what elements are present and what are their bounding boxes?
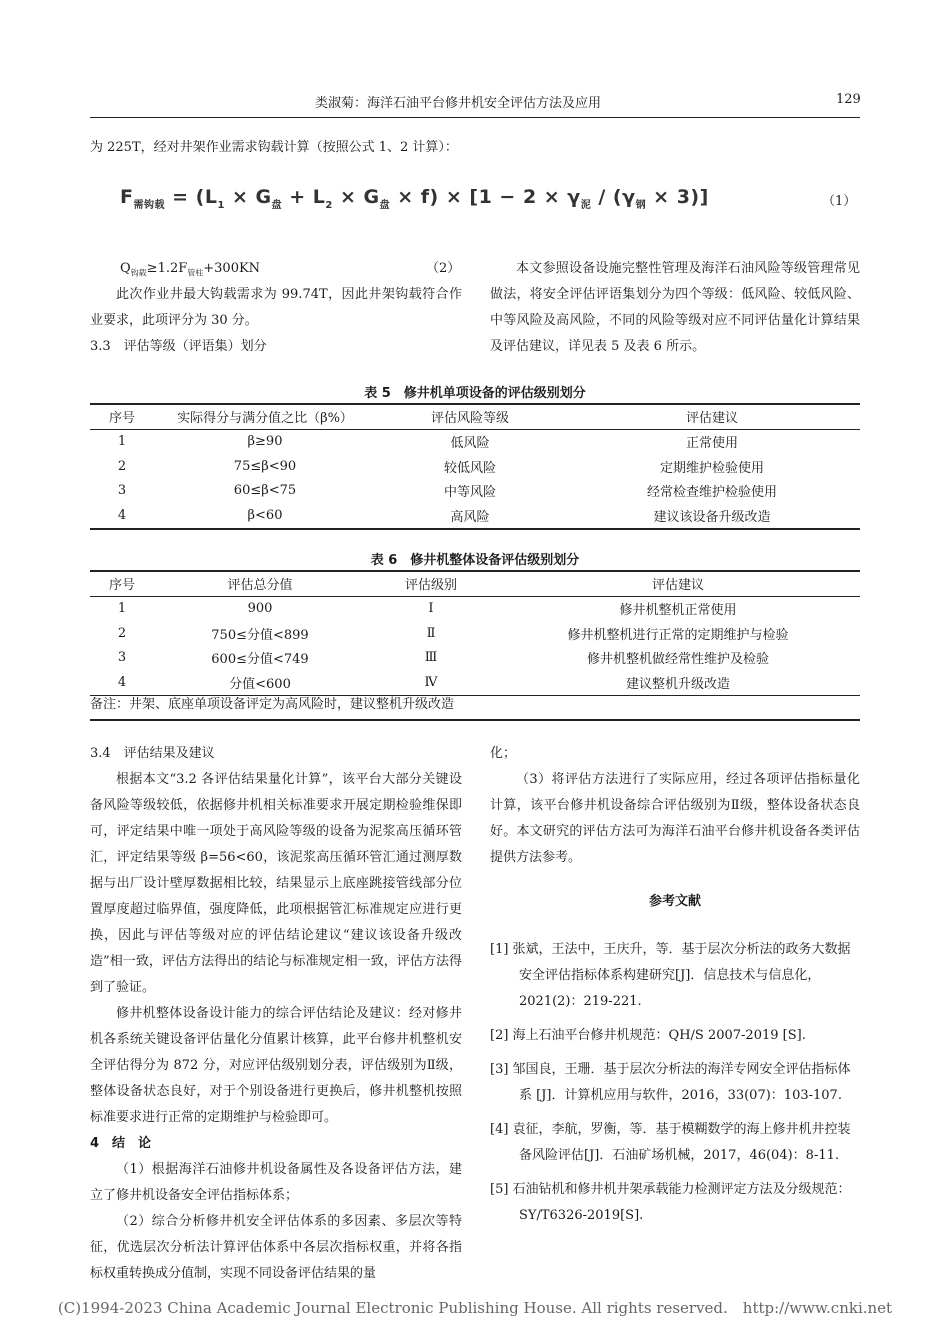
table5-row	[90, 429, 860, 454]
results-paragraph-2: 修井机整体设备设计能力的综合评估结论及建议：经对修井机各系统关键设备评估量化分值累计核算，此平台修井机整机安全评估得分为 872 分，对应评估级别划分表，评估级别为Ⅱ级，整体设备状态良好，对于个别设备进行更换后，修井机整机按照标准要求进行正常的定期维护与检验即可。	[90, 1006, 462, 1125]
table6-header-cell: 序号	[108, 577, 135, 593]
table5	[90, 404, 860, 530]
table6-cell: 修井机整机进行正常的定期维护与检验	[567, 627, 789, 643]
table6-bottom-rule	[90, 719, 860, 721]
reference-item: [2] 海上石油平台修井机规范：QH/S 2007-2019 [S].	[490, 1028, 806, 1043]
table5-cell: 4	[117, 507, 127, 523]
table6-header-cell: 评估级别	[404, 577, 457, 593]
table6-header-cell: 评估建议	[651, 577, 704, 593]
reference-item: [5] 石油钻机和修井机井架承载能力检测评定方法及分级规范：SY/T6326-2019[S].	[490, 1182, 851, 1223]
conclusion-2-continued: 化；	[490, 746, 517, 761]
table5-caption: 表 5 修井机单项设备的评估级别划分	[364, 386, 586, 401]
table6-cell: 750≤分值<899	[211, 627, 309, 643]
table6-header-cell: 评估总分值	[227, 577, 293, 593]
table6-note: 备注：井架、底座单项设备评定为高风险时，建议整机升级改造	[90, 697, 455, 712]
results-paragraph-1: 根据本文“3.2 各评估结果量化计算”，该平台大部分关键设备风险等级较低，依据修井机相关标准要求开展定期检验维保即可，评定结果中唯一项处于高风险等级的设备为泥浆高压循环管汇，评定结果等级 β=56<60，该泥浆高压循环管汇通过测厚数据与出厂设计壁厚数据相比较，结果显示上底座跳接管线部分位置厚度超过临界值，强度降低，此项根据管汇标准规定应进行更换，因此与评估等级对应的评估结论建议“建议该设备升级改造”相一致，评估方法得出的结论与标准规定相一致，评估方法得到了验证。	[90, 772, 462, 995]
page-number: 129	[836, 92, 861, 107]
section-3-4-heading: 3.4 评估结果及建议	[90, 746, 215, 761]
table6-cell: 修井机整机做经常性维护及检验	[586, 652, 769, 668]
table5-cell: 低风险	[450, 436, 490, 452]
conclusion-1: （1）根据海洋石油修井机设备属性及各设备评估方法，建立了修井机设备安全评估指标体系；	[90, 1162, 462, 1203]
table5-cell: 2	[117, 458, 127, 474]
table6-cell: Ⅳ	[424, 674, 438, 690]
table6-row	[90, 621, 860, 646]
table5-cell: 3	[117, 483, 127, 499]
references-title: 参考文献	[648, 894, 701, 909]
table5-cell: 75≤β<90	[233, 458, 297, 474]
table5-header-cell: 评估风险等级	[430, 410, 509, 426]
section-3-3-heading: 3.3 评估等级（评语集）划分	[90, 339, 267, 354]
table6-cell: 3	[117, 650, 127, 666]
table6-header-row	[90, 571, 860, 596]
reference-item: [4] 袁征，李航，罗衡，等．基于模糊数学的海上修井机井控装备风险评估[J]．石油矿场机械，2017，46(04)：8-11.	[490, 1122, 851, 1163]
reference-item: [1] 张斌，王法中，王庆升，等．基于层次分析法的政务大数据安全评估指标体系构建研究[J]．信息技术与信息化，2021(2)：219-221.	[490, 942, 851, 1009]
table5-cell: 1	[117, 434, 127, 450]
table5-row	[90, 454, 860, 479]
running-header-title: 类淑菊：海洋石油平台修井机安全评估方法及应用	[315, 96, 602, 111]
section-4-heading: 4 结 论	[90, 1136, 152, 1151]
table6-cell: Ⅰ	[428, 601, 434, 617]
table5-cell: 高风险	[450, 509, 490, 525]
table5-cell: 建议该设备升级改造	[653, 509, 771, 525]
table6-cell: 900	[247, 601, 273, 617]
formula-1: $F_{需钩载} = (L_1 \times G_盘 + L_2 \times G_盘 \times f) \times [1 - 2 \times \gamma_泥 / (\gamma_钢 \times 3)]$	[120, 186, 709, 211]
formula-2: $Q_{钩载}\ge 1.2F_{管柱}+300KN$	[120, 261, 261, 278]
intro-line: 为 225T，经对井架作业需求钩载计算（按照公式 1、2 计算）：	[90, 140, 458, 155]
table5-cell: 中等风险	[443, 485, 496, 501]
table6-cell: 修井机整机正常使用	[619, 603, 737, 619]
table6-cell: Ⅲ	[424, 650, 438, 666]
table6-cell: 建议整机升级改造	[625, 676, 730, 692]
table6	[90, 571, 860, 696]
table6-cell: 600≤分值<749	[211, 652, 309, 668]
table6-row	[90, 596, 860, 621]
copyright-footer: (C)1994-2023 China Academic Journal Electronic Publishing House. All rights reserved. http://www.cnki.net	[57, 1299, 893, 1317]
table6-cell: 2	[117, 625, 127, 641]
table6-cell: 分值<600	[229, 676, 291, 692]
table6-cell: Ⅱ	[426, 625, 436, 641]
table5-header-cell: 评估建议	[685, 410, 738, 426]
table5-cell: 正常使用	[685, 436, 738, 452]
hook-load-paragraph: 此次作业井最大钩载需求为 99.74T，因此井架钩载符合作业要求，此项评分为 30 分。	[90, 287, 462, 328]
table5-row	[90, 503, 860, 529]
table6-caption: 表 6 修井机整体设备评估级别划分	[370, 553, 580, 568]
conclusion-3: （3）将评估方法进行了实际应用，经过各项评估指标量化计算，该平台修井机设备综合评估级别为Ⅱ级，整体设备状态良好。本文研究的评估方法可为海洋石油平台修井机设备各类评估提供方法参考。	[490, 772, 860, 865]
table6-cell: 4	[117, 674, 127, 690]
table5-cell: β<60	[247, 507, 283, 523]
rating-scale-paragraph: 本文参照设备设施完整性管理及海洋石油风险等级管理常见做法，将安全评估评语集划分为四个等级：低风险、较低风险、中等风险及高风险，不同的风险等级对应不同评估量化计算结果及评估建议，详见表 5 及表 6 所示。	[490, 261, 860, 354]
table5-header-row	[90, 404, 860, 429]
table5-cell: 60≤β<75	[233, 483, 297, 499]
table5-cell: β≥90	[247, 434, 283, 450]
table5-cell: 较低风险	[443, 460, 496, 476]
table5-cell: 经常检查维护检验使用	[646, 485, 777, 501]
table6-cell: 1	[117, 601, 127, 617]
conclusion-2: （2）综合分析修井机安全评估体系的多因素、多层次等特征，优选层次分析法计算评估体系中各层次指标权重，并将各指标权重转换成分值制，实现不同设备评估结果的量	[90, 1214, 462, 1281]
table5-header-cell: 实际得分与满分值之比（β%）	[177, 410, 353, 426]
formula-1-number: （1）	[822, 194, 857, 209]
table5-header-cell: 序号	[108, 410, 135, 426]
table6-row	[90, 646, 860, 671]
reference-item: [3] 邹国良，王珊．基于层次分析法的海洋专网安全评估指标体系 [J]．计算机应用与软件，2016，33(07)：103-107.	[490, 1062, 851, 1103]
table5-cell: 定期维护检验使用	[659, 460, 764, 476]
formula-2-number: （2）	[426, 261, 461, 276]
header-rule	[90, 117, 860, 118]
table5-row	[90, 479, 860, 504]
